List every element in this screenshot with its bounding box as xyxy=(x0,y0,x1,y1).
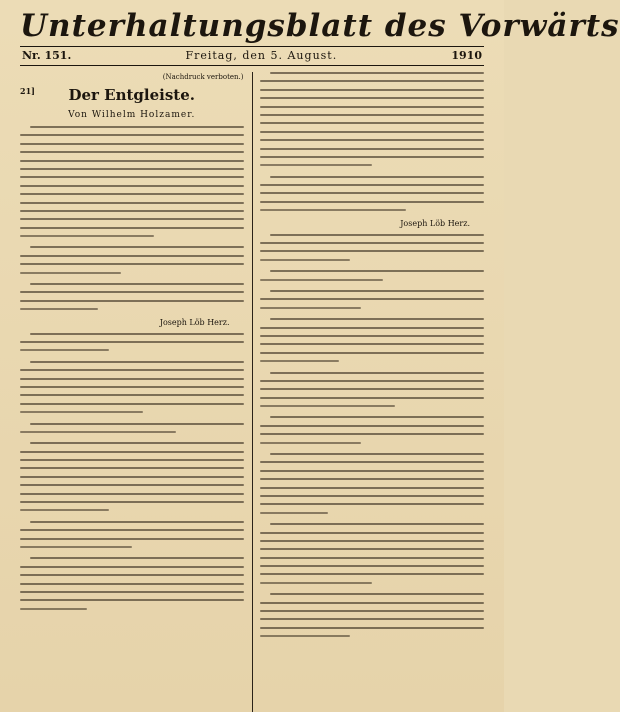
text-line xyxy=(260,97,484,99)
text-line xyxy=(20,349,109,351)
text-line xyxy=(260,307,361,309)
text-line xyxy=(20,341,244,343)
text-line xyxy=(260,433,484,435)
text-line xyxy=(20,509,109,511)
text-line xyxy=(260,201,484,203)
text-line xyxy=(20,403,244,405)
text-line xyxy=(260,192,484,194)
text-line xyxy=(260,565,484,567)
text-line xyxy=(270,453,484,455)
text-line xyxy=(260,131,484,133)
text-line xyxy=(260,610,484,612)
text-line xyxy=(260,106,484,108)
text-line xyxy=(260,343,484,345)
text-line xyxy=(20,218,244,220)
text-line xyxy=(270,416,484,418)
text-line xyxy=(260,627,484,629)
text-line xyxy=(260,360,338,362)
text-line xyxy=(270,372,484,374)
text-line xyxy=(270,290,484,292)
text-line xyxy=(20,451,244,453)
text-line xyxy=(260,557,484,559)
signature-line: Joseph Löb Herz. xyxy=(159,317,230,327)
text-line xyxy=(260,242,484,244)
text-line xyxy=(260,259,349,261)
text-line xyxy=(260,80,484,82)
text-line xyxy=(260,478,484,480)
right-column xyxy=(252,72,484,712)
text-line xyxy=(260,540,484,542)
text-line xyxy=(20,227,244,229)
text-line xyxy=(30,361,244,363)
text-line xyxy=(260,503,484,505)
left-column-text xyxy=(20,126,244,610)
text-line xyxy=(260,122,484,124)
text-line xyxy=(260,139,484,141)
text-line xyxy=(270,234,484,236)
text-line xyxy=(20,255,244,257)
text-line xyxy=(20,484,244,486)
text-line xyxy=(20,151,244,153)
text-line xyxy=(270,270,484,272)
text-line xyxy=(260,618,484,620)
text-line xyxy=(30,126,244,128)
text-line xyxy=(20,193,244,195)
text-line xyxy=(260,352,484,354)
signature-line: Joseph Löb Herz. xyxy=(400,218,470,228)
serial-number: 21] xyxy=(20,86,35,96)
text-line xyxy=(20,599,244,601)
story-header xyxy=(20,84,244,108)
text-line xyxy=(20,538,244,540)
text-line xyxy=(260,548,484,550)
text-line xyxy=(20,160,244,162)
text-line xyxy=(20,210,244,212)
text-line xyxy=(260,114,484,116)
masthead-title: Unterhaltungsblatt des Vorwärts xyxy=(20,8,620,44)
text-line xyxy=(270,523,484,525)
text-line xyxy=(20,591,244,593)
text-line xyxy=(20,263,244,265)
text-line xyxy=(260,425,484,427)
text-line xyxy=(260,495,484,497)
issue-date: Freitag, den 5. August. xyxy=(185,49,338,62)
right-column-text xyxy=(260,72,484,637)
text-line xyxy=(260,461,484,463)
text-line xyxy=(270,593,484,595)
text-line xyxy=(260,635,349,637)
text-line xyxy=(260,532,484,534)
text-line xyxy=(20,308,98,310)
text-line xyxy=(260,335,484,337)
text-line xyxy=(260,279,383,281)
text-line xyxy=(260,405,394,407)
text-line xyxy=(260,602,484,604)
story-byline: Von Wilhelm Holzamer. xyxy=(68,110,196,120)
text-line xyxy=(260,380,484,382)
text-line xyxy=(270,176,484,178)
text-line xyxy=(20,202,244,204)
text-line xyxy=(260,487,484,489)
text-line xyxy=(20,291,244,293)
text-line xyxy=(20,185,244,187)
text-line xyxy=(260,582,372,584)
text-line xyxy=(260,397,484,399)
text-line xyxy=(20,176,244,178)
issue-number: Nr. 151. xyxy=(22,49,72,62)
text-line xyxy=(270,72,484,74)
text-line xyxy=(260,298,484,300)
text-line xyxy=(260,148,484,150)
text-line xyxy=(20,574,244,576)
text-line xyxy=(30,442,244,444)
text-line xyxy=(20,608,87,610)
reprint-note: (Nachdruck verboten.) xyxy=(162,73,244,81)
text-line xyxy=(20,583,244,585)
issue-line xyxy=(20,46,484,66)
text-line xyxy=(260,184,484,186)
text-line xyxy=(20,493,244,495)
text-line xyxy=(260,442,361,444)
text-line xyxy=(20,459,244,461)
text-line xyxy=(260,250,484,252)
text-line xyxy=(260,327,484,329)
text-line xyxy=(30,333,244,335)
story-title: Der Entgleiste. xyxy=(68,86,195,104)
text-line xyxy=(260,164,372,166)
text-line xyxy=(20,168,244,170)
text-line xyxy=(270,318,484,320)
text-line xyxy=(20,272,121,274)
text-line xyxy=(260,512,327,514)
text-line xyxy=(20,394,244,396)
text-line xyxy=(20,467,244,469)
text-line xyxy=(260,388,484,390)
text-line xyxy=(30,246,244,248)
text-line xyxy=(20,476,244,478)
text-line xyxy=(20,378,244,380)
text-line xyxy=(20,300,244,302)
issue-year: 1910 xyxy=(451,49,482,62)
columns xyxy=(20,72,484,712)
text-line xyxy=(30,283,244,285)
text-line xyxy=(260,156,484,158)
text-line xyxy=(30,557,244,559)
text-line xyxy=(20,134,244,136)
text-line xyxy=(20,546,132,548)
text-line xyxy=(20,411,143,413)
text-line xyxy=(20,529,244,531)
text-line xyxy=(260,573,484,575)
text-line xyxy=(260,209,405,211)
text-line xyxy=(20,235,154,237)
text-line xyxy=(20,501,244,503)
text-line xyxy=(260,470,484,472)
text-line xyxy=(20,566,244,568)
text-line xyxy=(30,423,244,425)
text-line xyxy=(20,386,244,388)
left-column xyxy=(20,72,252,712)
text-line xyxy=(20,431,176,433)
text-line xyxy=(30,521,244,523)
text-line xyxy=(20,369,244,371)
text-line xyxy=(20,143,244,145)
text-line xyxy=(260,89,484,91)
